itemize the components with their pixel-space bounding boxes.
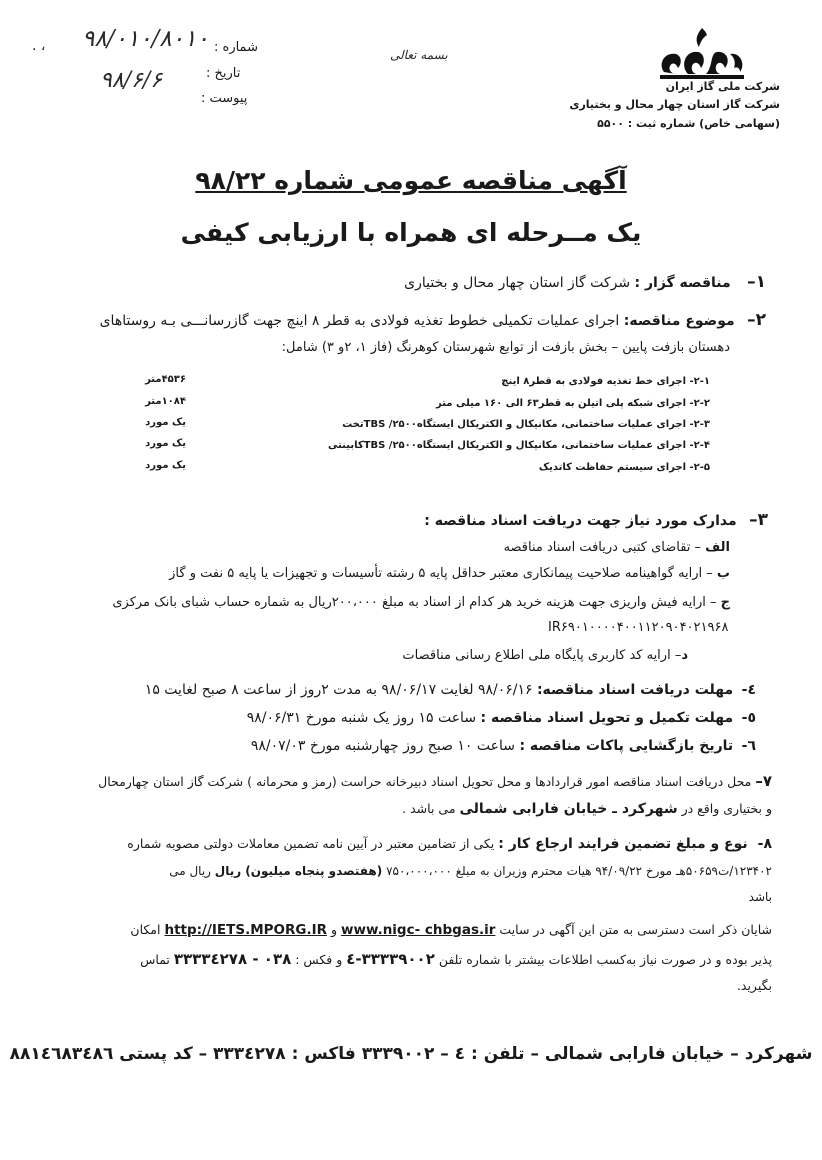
section-4-number: ٤- — [741, 682, 756, 698]
subitem-2-5-qty: یک مورد — [145, 460, 186, 471]
notice-text-pre: شایان ذکر است دسترسی به متن این آگهی در سایت — [495, 922, 772, 937]
section-8-number: ۸- — [757, 836, 772, 852]
subitem-2-4-qty: یک مورد — [145, 438, 186, 449]
section-7-text: محل دریافت اسناد مناقصه امور قراردادها و محل تحویل اسناد دبیرخانه حراست (رمز و محرمانه ) شرکت گاز استان چهارمحال — [98, 774, 752, 789]
company-name: شرکت گاز استان چهار محال و بختیاری — [569, 98, 780, 111]
section-3-item-alef — [504, 540, 730, 555]
date-handwritten: ۹۸/۶/۶ — [100, 68, 163, 93]
nigc-logo-icon — [652, 26, 752, 82]
section-7-number: ۷– — [755, 772, 772, 790]
section-8-text-post: ریال می — [169, 864, 215, 878]
subitem-2-1-qty: ۴۵۳۶متر — [145, 374, 186, 385]
section-1 — [404, 272, 766, 292]
subitem-2-1: ۲-۱- اجرای خط تغذیه فولادی به قطر۸ اینچ — [501, 376, 710, 387]
section-7-line2 — [402, 801, 772, 817]
section-7-address: شهرکرد ـ خیابان فارابی شمالی — [459, 801, 678, 817]
section-8-line2 — [169, 864, 772, 878]
section-3 — [424, 510, 768, 530]
section-5 — [247, 710, 756, 726]
section-5-number: ٥- — [741, 710, 756, 726]
section-3-label: مدارک مورد نیاز جهت دریافت اسناد مناقصه : — [424, 513, 737, 529]
section-3-item-be-key: ب — [716, 566, 730, 581]
section-3-item-jim — [112, 595, 730, 610]
section-8-line3: باشد — [748, 890, 772, 904]
number-handwritten: ۹۸/۰۱۰/۸۰۱۰ — [82, 26, 209, 52]
section-8-text-pre: ۱۲۳۴۰۲/ت۵۰۶۵۹هـ مورخ ۹۴/۰۹/۲۲ هیات محترم وزیران به مبلغ ۷۵۰،۰۰۰،۰۰۰ — [382, 864, 772, 878]
section-7-text-pre: و بختیاری واقع در — [677, 801, 772, 816]
section-8-amount-words: (هفتصدو پنجاه میلیون) ریال — [214, 864, 383, 878]
section-3-item-dal-key: د — [681, 648, 688, 663]
section-3-item-be-text: – ارایه گواهینامه صلاحیت پیمانکاری معتبر حداقل پایه ۵ رشته تأسیسات و تجهیزات یا پایه ۵ نفت و گاز — [169, 566, 717, 581]
section-8-line1 — [127, 836, 772, 852]
section-2-number: ۲– — [747, 310, 766, 330]
basmala: بسمه تعالی — [390, 48, 448, 62]
attachment-label: پیوست : — [201, 91, 248, 106]
section-3-item-alef-text: – تقاضای کتبی دریافت اسناد مناقصه — [503, 540, 706, 555]
notice-subtitle: یک مــرحله ای همراه با ارزیابی کیفی — [180, 218, 642, 247]
website-link-nigc[interactable]: www.nigc- chbgas.ir — [341, 922, 496, 938]
section-5-text: ساعت ۱۵ روز یک شنبه مورخ ۹۸/۰۶/۳۱ — [246, 710, 477, 726]
section-4-text: ۹۸/۰۶/۱۶ لغایت ۹۸/۰۶/۱۷ به مدت ۲روز از ساعت ۸ صبح لغایت ۱۵ — [144, 682, 533, 698]
subitem-2-3-qty: یک مورد — [145, 417, 186, 428]
section-2-text: اجرای عملیات تکمیلی خطوط تغذیه فولادی به قطر ۸ اینچ جهت گازرسانـــی بـه روستاهای — [99, 313, 620, 329]
section-6 — [251, 738, 756, 754]
section-6-text: ساعت ۱۰ صبح روز چهارشنبه مورخ ۹۸/۰۷/۰۳ — [250, 738, 515, 754]
subitem-2-2: ۲-۲- اجرای شبکه پلی اتیلن به قطر۶۳ الی ۱۶۰ میلی متر — [435, 398, 710, 409]
section-3-item-be — [169, 566, 730, 581]
iban: IR۶۹۰۱۰۰۰۰۴۰۰۱۱۲۰۹۰۴۰۲۱۹۶۸ — [548, 620, 729, 635]
section-1-text: شرکت گاز استان چهار محال و بختیاری — [404, 275, 631, 291]
section-7-line1 — [98, 772, 772, 790]
notice-phone: ٤-۳۳۳۳۹۰۰۲ — [346, 950, 435, 968]
section-6-label: تاریخ بازگشایی پاکات مناقصه : — [519, 738, 734, 754]
company-parent: شرکت ملی گاز ایران — [665, 80, 780, 93]
corner-mark: . ، — [32, 38, 46, 54]
section-3-item-alef-key: الف — [705, 540, 730, 555]
section-2-line1 — [100, 310, 766, 330]
date-label: تاریخ : — [206, 66, 241, 81]
section-2-line2: دهستان بازفت پایین – بخش بازفت از توابع شهرستان کوهرنگ (فاز ۱، ۲و ۳) شامل: — [281, 340, 730, 355]
notice-fax-label: و فکس : — [291, 952, 347, 967]
notice-fax: ۳۳۳۳٤۲۷۸ - ۰۳۸ — [173, 950, 292, 968]
notice-and: و — [327, 922, 342, 937]
section-3-number: ۳– — [749, 510, 768, 530]
subitem-2-4: ۲-۴- اجرای عملیات ساختمانی، مکانیکال و الکتریکال ایستگاه۲۵۰۰/ TBSکابینتی — [327, 440, 710, 451]
section-8-label: نوع و مبلغ تضمین فرایند ارجاع کار : — [498, 836, 748, 852]
notice-line1 — [130, 922, 772, 938]
subitem-2-5: ۲-۵- اجرای سیستم حفاظت کاتدیک — [538, 462, 710, 473]
notice-text-post: امکان — [130, 922, 165, 937]
section-3-item-dal — [402, 648, 688, 663]
section-3-item-jim-key: ج — [720, 595, 730, 610]
notice-phone-pre: پذیر بوده و در صورت نیاز به‌کسب اطلاعات بیشتر با شماره تلفن — [434, 952, 772, 967]
section-7-text-post: می باشد . — [402, 801, 460, 816]
notice-text-post2: تماس — [140, 952, 174, 967]
website-link-iets[interactable]: http://IETS.MPORG.IR — [164, 922, 328, 938]
footer-address: شهرکرد – خیابان فارابی شمالی – تلفن : ٤ – ۳۳۳۹۰۰۲ فاکس : ۳۳۳٤۲۷۸ – کد پستی ۸۸۱٤٦۸۳٤۸٦ — [9, 1044, 813, 1064]
notice-line2 — [140, 950, 772, 968]
section-4 — [145, 682, 756, 698]
notice-title: آگهی مناقصه عمومی شماره ۹۸/۲۲ — [195, 166, 627, 195]
section-3-item-dal-text: – ارایه کد کاربری پایگاه ملی اطلاع رسانی مناقصات — [402, 648, 682, 663]
notice-line3: بگیرید. — [736, 978, 772, 993]
subitem-2-2-qty: ۱۰۸۴متر — [145, 396, 186, 407]
subitem-2-3: ۲-۳- اجرای عملیات ساختمانی، مکانیکال و الکتریکال ایستگاه۲۵۰۰/ TBSتخت — [342, 419, 710, 430]
section-3-item-jim-text: – ارایه فیش واریزی جهت هزینه خرید هر کدام از اسناد به مبلغ ۲۰۰،۰۰۰ریال به شماره حساب شبای بانک مرکزی — [112, 595, 721, 610]
section-1-number: ۱– — [747, 272, 766, 292]
section-6-number: ٦- — [741, 738, 756, 754]
section-1-label: مناقصه گزار : — [634, 275, 731, 291]
section-4-label: مهلت دریافت اسناد مناقصه: — [536, 682, 734, 698]
company-registration: (سهامی خاص) شماره ثبت : ۵۵۰۰ — [597, 117, 780, 130]
section-5-label: مهلت تکمیل و تحویل اسناد مناقصه : — [480, 710, 734, 726]
number-label: شماره : — [214, 40, 258, 55]
section-2-label: موضوع مناقصه: — [623, 313, 735, 329]
section-8-text: یکی از تضامین معتبر در آیین نامه تضمین معاملات دولتی مصوبه شماره — [127, 836, 495, 851]
